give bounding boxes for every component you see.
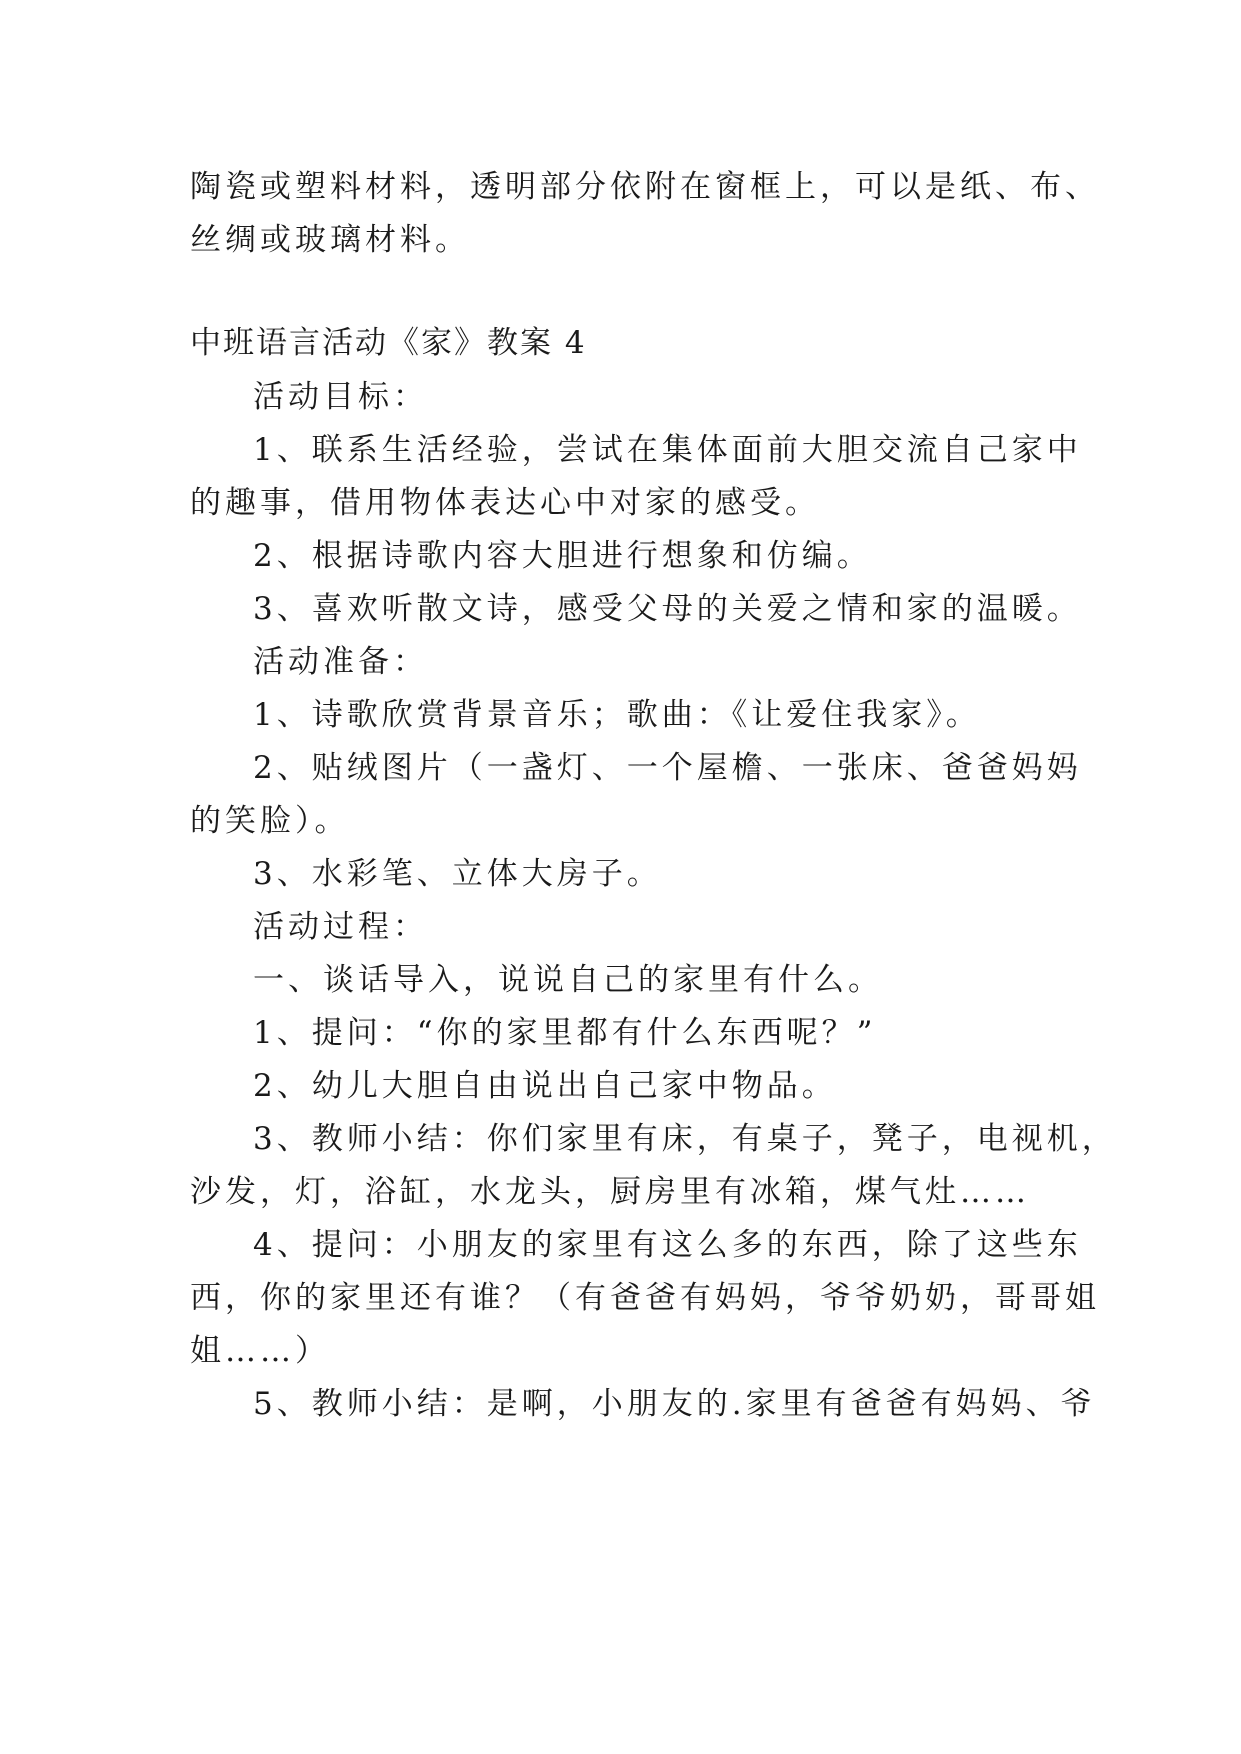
heading-activity-goals: 活动目标： [253, 379, 428, 415]
paragraph-line: 沙发，灯，浴缸，水龙头，厨房里有冰箱，煤气灶…… [190, 1174, 1030, 1210]
paragraph-line: 西，你的家里还有谁？（有爸爸有妈妈，爷爷奶奶，哥哥姐 [190, 1280, 1100, 1316]
paragraph-line: 一、谈话导入，说说自己的家里有什么。 [253, 962, 883, 998]
paragraph-line: 陶瓷或塑料材料，透明部分依附在窗框上，可以是纸、布、 [190, 169, 1100, 205]
paragraph-line: 3、喜欢听散文诗，感受父母的关爱之情和家的温暖。 [253, 591, 1082, 627]
heading-activity-preparation: 活动准备： [253, 644, 428, 680]
paragraph-line: 4、提问：小朋友的家里有这么多的东西，除了这些东 [253, 1227, 1082, 1263]
paragraph-line: 3、教师小结：你们家里有床，有桌子，凳子，电视机， [253, 1121, 1117, 1157]
paragraph-line: 2、根据诗歌内容大胆进行想象和仿编。 [253, 538, 872, 574]
paragraph-line: 的趣事，借用物体表达心中对家的感受。 [190, 485, 820, 521]
paragraph-line: 2、幼儿大胆自由说出自己家中物品。 [253, 1068, 837, 1104]
paragraph-line: 1、提问：“你的家里都有什么东西呢？” [253, 1015, 877, 1051]
section-title: 中班语言活动《家》教案 4 [190, 325, 587, 361]
paragraph-line: 1、联系生活经验，尝试在集体面前大胆交流自己家中 [253, 432, 1082, 468]
paragraph-line: 2、贴绒图片（一盏灯、一个屋檐、一张床、爸爸妈妈 [253, 750, 1082, 786]
heading-activity-process: 活动过程： [253, 909, 428, 945]
paragraph-line: 1、诗歌欣赏背景音乐；歌曲：《让爱住我家》。 [253, 697, 981, 733]
paragraph-line: 姐……） [190, 1333, 330, 1369]
paragraph-line: 3、水彩笔、立体大房子。 [253, 856, 662, 892]
paragraph-line: 的笑脸）。 [190, 803, 350, 839]
paragraph-line: 丝绸或玻璃材料。 [190, 222, 470, 258]
paragraph-line: 5、教师小结：是啊，小朋友的.家里有爸爸有妈妈、爷 [253, 1386, 1096, 1422]
